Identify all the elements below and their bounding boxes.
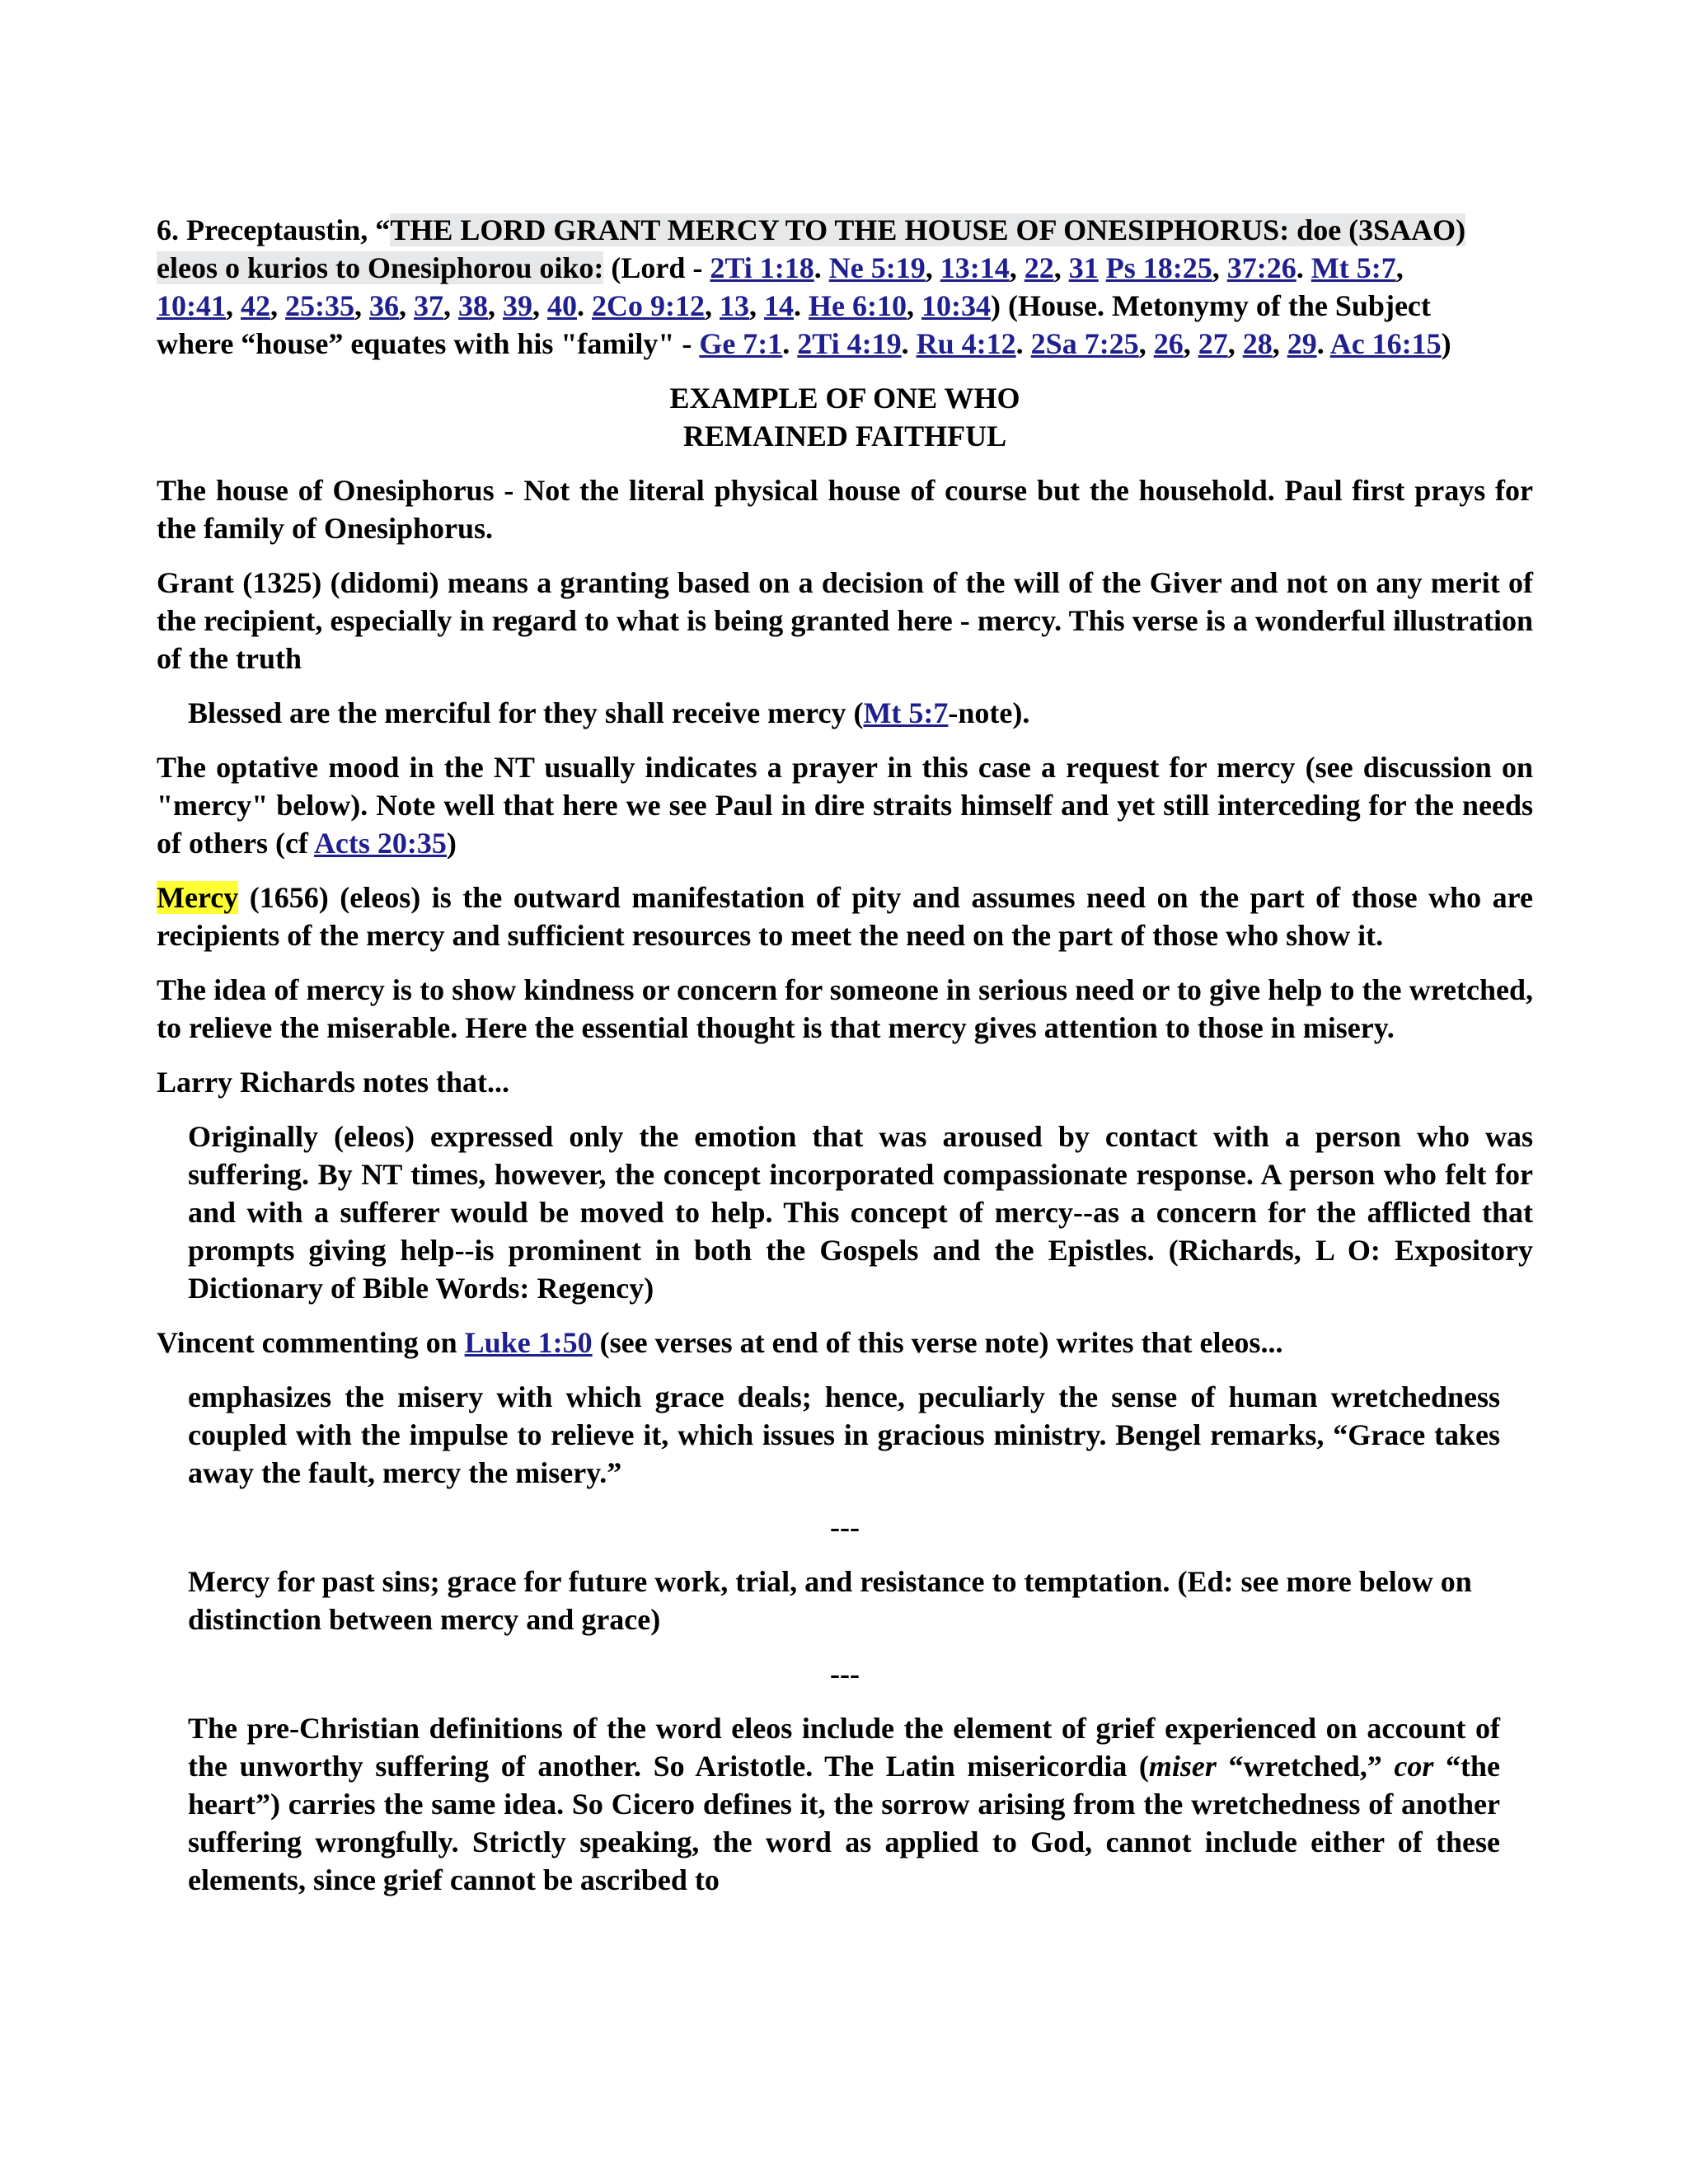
ref-link[interactable]: 2Ti 1:18 (710, 251, 814, 284)
ref-link[interactable]: 26 (1153, 327, 1184, 360)
ref-link[interactable]: 13:14 (940, 251, 1010, 284)
paragraph-optative (157, 748, 1533, 862)
quote-blessed-after: -note). (948, 696, 1030, 729)
ref-link[interactable]: Mt 5:7 (863, 696, 949, 729)
ref-link[interactable]: Luke 1:50 (464, 1326, 593, 1359)
vincent-text: Vincent commenting on (157, 1326, 465, 1359)
ref-link[interactable]: He 6:10 (809, 289, 907, 322)
intro-paragraph: 6. Preceptaustin, “THE LORD GRANT MERCY TO THE HOUSE OF ONESIPHORUS: doe (3SAAO) eleos o kurios to Onesiphorou oiko: (Lord - 2Ti 1:18. Ne 5:19, 13:14, 22, 31 Ps 18:25, 37:26. Mt 5:7, 10:41, 42, 25:35, 36, 37, 38, 39, 40. 2Co 9:12, 13, 14. He 6:10, 10:34) (House. Metonymy of the Subject where “house” equates with his "family" - Ge 7:1. 2Ti 4:19. Ru 4:12. 2Sa 7:25, 26, 27, 28, 29. Ac 16:15) (157, 213, 1466, 360)
separator: --- (830, 1657, 860, 1690)
optative-text: The optative mood in the NT usually indicates a prayer in this case a request for mercy (see discussion on "mercy" below). Note well that here we see Paul in dire straits himself and yet still interceding for the needs of others (cf (157, 751, 1533, 860)
mercy-text: (1656) (eleos) is the outward manifestation of pity and assumes need on the part of those who are recipients of the mercy and sufficient resources to meet the need on the part of those who show it. (157, 881, 1533, 952)
ref-link[interactable]: Mt 5:7 (1311, 251, 1396, 284)
paragraph-larry: Larry Richards notes that... (157, 1066, 509, 1099)
quote-richards: Originally (eleos) expressed only the emotion that was aroused by contact with a person who was suffering. By NT times, however, the concept incorporated compassionate response. A person who felt for and with a sufferer would be moved to help. This concept of mercy--as a concern for the afflicted that prompts giving help--is prominent in both the Gospels and the Epistles. (Richards, L O: Expository Dictionary of Bible Words: Regency) (188, 1120, 1533, 1305)
ref-link[interactable]: Ps 18:25 (1105, 251, 1212, 284)
ref-link[interactable]: 25:35 (285, 289, 354, 322)
ref-link[interactable]: 2Ti 4:19 (797, 327, 902, 360)
paragraph-grant: Grant (1325) (didomi) means a granting based on a decision of the will of the Giver and not on any merit of the recipient, especially in regard to what is being granted here - mercy. This verse is a wonderful illustration of the truth (157, 566, 1533, 675)
heading-line-2: REMAINED FAITHFUL (682, 419, 1007, 452)
intro-lead: 6. Preceptaustin, “ (157, 213, 391, 246)
ref-link[interactable]: 36 (369, 289, 399, 322)
quote-blessed-text: Blessed are the merciful for they shall receive mercy ( (188, 696, 864, 729)
intro-highlight: THE LORD GRANT MERCY TO THE HOUSE OF ONESIPHORUS: doe (3SAAO) eleos o kurios to Onesiphorou oiko: (157, 213, 1466, 284)
optative-close: ) (446, 827, 457, 860)
heading-line-1: EXAMPLE OF ONE WHO (669, 382, 1020, 415)
ref-link[interactable]: 38 (458, 289, 488, 322)
section-heading (157, 379, 1533, 455)
ref-link[interactable]: 29 (1287, 327, 1317, 360)
ref-link[interactable]: 28 (1242, 327, 1273, 360)
ref-link[interactable]: 22 (1024, 251, 1054, 284)
intro-house-text: ) (House. Metonymy of the Subject where “house” equates with his "family" - (157, 289, 1431, 360)
paragraph-house: The house of Onesiphorus - Not the literal physical house of course but the household. Paul first prays for the family of Onesiphorus. (157, 474, 1533, 545)
ref-link[interactable]: Ac 16:15 (1329, 327, 1442, 360)
quote-emphasizes: emphasizes the misery with which grace deals; hence, peculiarly the sense of human wretchedness coupled with the impulse to relieve it, which issues in gracious ministry. Bengel remarks, “Grace takes away the fault, mercy the misery.” (188, 1380, 1500, 1489)
intro-close: ) (1441, 327, 1451, 360)
separator: --- (830, 1511, 860, 1544)
ref-link[interactable]: 13 (720, 289, 749, 322)
pre-text-3: “the heart”) carries the same idea. So Cicero defines it, the sorrow arising from the wretchedness of another suffering wrongfully. Strictly speaking, the word as applied to God, cannot include either of these elements, since grief cannot be ascribed to (188, 1750, 1500, 1896)
quote-blessed (188, 694, 1533, 732)
document-page (157, 211, 1533, 1915)
ref-link[interactable]: 10:34 (921, 289, 991, 322)
ref-link[interactable]: 2Co 9:12 (592, 289, 705, 322)
ref-link[interactable]: 42 (241, 289, 270, 322)
ref-link[interactable]: 37:26 (1226, 251, 1296, 284)
quote-pre-christian (188, 1709, 1500, 1899)
pre-text-1: The pre-Christian definitions of the word eleos include the element of grief experienced on account of the unworthy suffering of another. So Aristotle. The Latin misericordia ( (188, 1712, 1500, 1783)
quote-past-sins: Mercy for past sins; grace for future work, trial, and resistance to temptation. (Ed: see more below on distinction between mercy and grace) (188, 1565, 1472, 1636)
ref-link[interactable]: 40 (547, 289, 577, 322)
intro-lord-open: (Lord - (603, 251, 710, 284)
ref-link[interactable]: 2Sa 7:25 (1030, 327, 1139, 360)
paragraph-vincent (157, 1324, 1533, 1361)
ref-link[interactable]: 37 (414, 289, 443, 322)
ref-link[interactable]: 10:41 (157, 289, 226, 322)
ref-link[interactable]: Ne 5:19 (828, 251, 926, 284)
ref-link[interactable]: Ru 4:12 (916, 327, 1016, 360)
vincent-after: (see verses at end of this verse note) writes that eleos... (592, 1326, 1283, 1359)
ref-link[interactable]: Ge 7:1 (699, 327, 783, 360)
ref-link[interactable]: Acts 20:35 (313, 827, 447, 860)
ref-link[interactable]: 31 (1068, 251, 1099, 284)
paragraph-idea: The idea of mercy is to show kindness or concern for someone in serious need or to give help to the wretched, to relieve the miserable. Here the essential thought is that mercy gives attention to those in misery. (157, 973, 1533, 1044)
pre-miser: miser (1148, 1750, 1217, 1783)
paragraph-mercy (157, 879, 1533, 954)
mercy-highlight: Mercy (157, 881, 239, 914)
pre-text-2: “wretched,” (1216, 1750, 1395, 1783)
ref-link[interactable]: 27 (1198, 327, 1228, 360)
ref-link[interactable]: 39 (503, 289, 532, 322)
ref-link[interactable]: 14 (764, 289, 794, 322)
pre-cor: cor (1394, 1750, 1434, 1783)
